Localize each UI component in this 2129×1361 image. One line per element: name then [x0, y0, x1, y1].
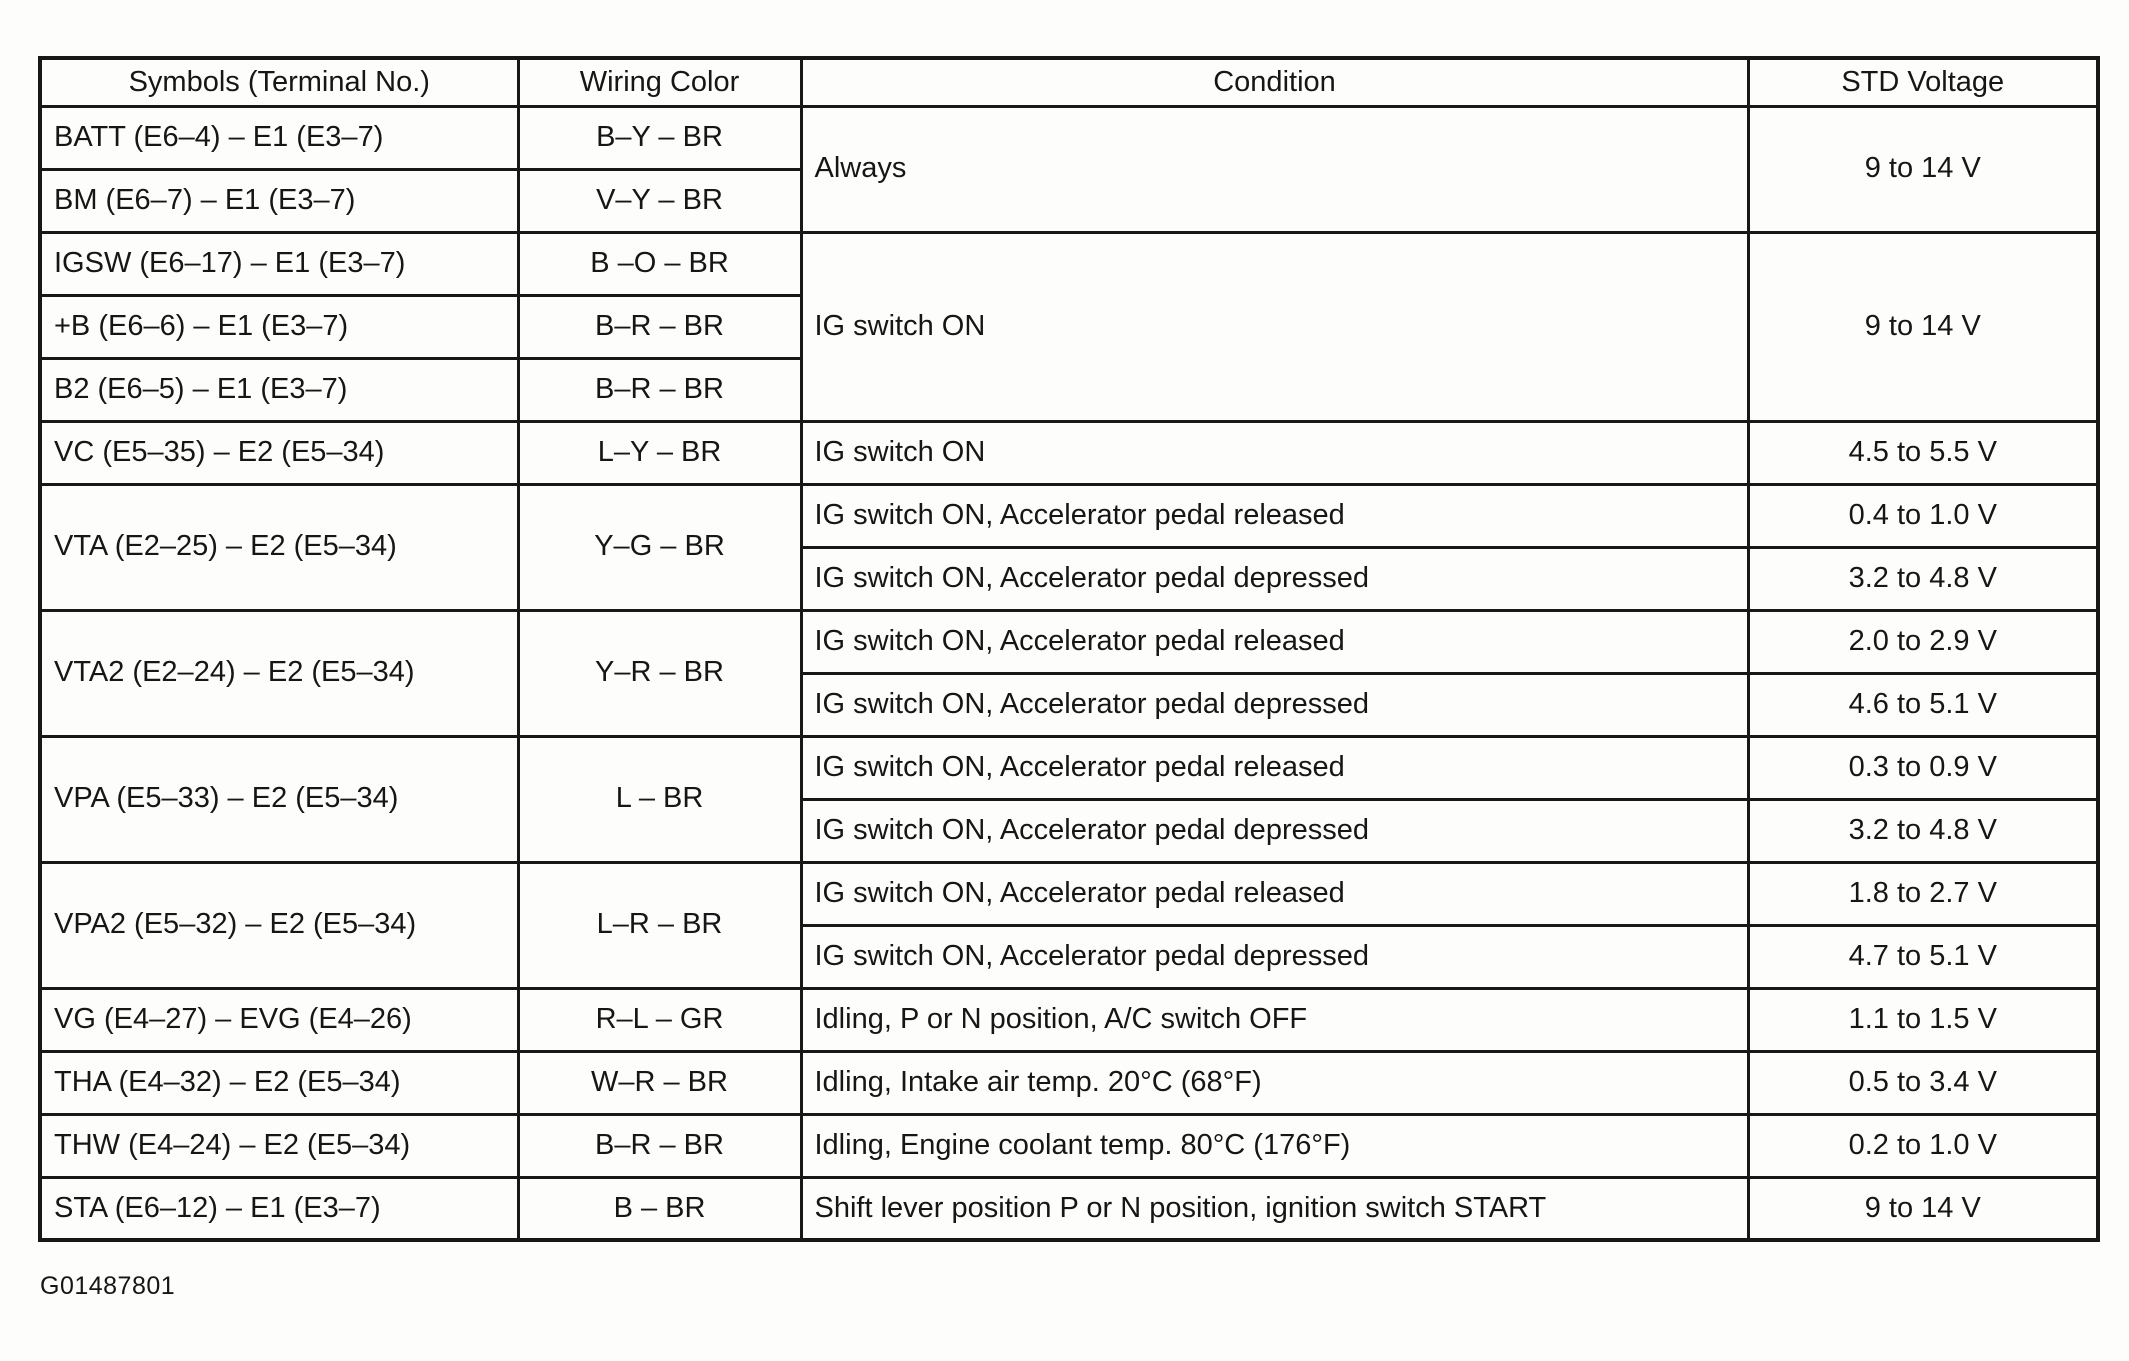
wiring-color-cell: L–Y – BR [518, 421, 801, 484]
condition-cell: Idling, Intake air temp. 20°C (68°F) [801, 1051, 1748, 1114]
voltage-cell: 0.2 to 1.0 V [1748, 1114, 2098, 1177]
voltage-cell: 0.4 to 1.0 V [1748, 484, 2098, 547]
wiring-color-cell: B – BR [518, 1177, 801, 1240]
symbol-cell: VPA2 (E5–32) – E2 (E5–34) [40, 862, 518, 988]
wiring-color-cell: V–Y – BR [518, 169, 801, 232]
wiring-color-cell: B–R – BR [518, 1114, 801, 1177]
wiring-color-cell: B –O – BR [518, 232, 801, 295]
symbol-cell: VC (E5–35) – E2 (E5–34) [40, 421, 518, 484]
header-wiring-color: Wiring Color [518, 58, 801, 106]
wiring-color-cell: Y–G – BR [518, 484, 801, 610]
symbol-cell: BATT (E6–4) – E1 (E3–7) [40, 106, 518, 169]
table-row [40, 421, 2098, 484]
voltage-cell: 4.7 to 5.1 V [1748, 925, 2098, 988]
symbol-cell: THW (E4–24) – E2 (E5–34) [40, 1114, 518, 1177]
voltage-cell: 9 to 14 V [1748, 106, 2098, 232]
table-row [40, 736, 2098, 799]
voltage-cell: 4.5 to 5.5 V [1748, 421, 2098, 484]
table-row [40, 988, 2098, 1051]
table-row [40, 106, 2098, 169]
table-row [40, 862, 2098, 925]
condition-cell: Idling, P or N position, A/C switch OFF [801, 988, 1748, 1051]
wiring-color-cell: B–R – BR [518, 295, 801, 358]
header-symbols: Symbols (Terminal No.) [40, 58, 518, 106]
terminal-voltage-table [38, 56, 2100, 1242]
voltage-cell: 0.3 to 0.9 V [1748, 736, 2098, 799]
header-std-voltage: STD Voltage [1748, 58, 2098, 106]
table-row [40, 232, 2098, 295]
condition-cell: IG switch ON [801, 421, 1748, 484]
condition-cell: IG switch ON, Accelerator pedal released [801, 862, 1748, 925]
condition-cell: Always [801, 106, 1748, 232]
voltage-cell: 3.2 to 4.8 V [1748, 799, 2098, 862]
wiring-color-cell: W–R – BR [518, 1051, 801, 1114]
header-condition: Condition [801, 58, 1748, 106]
wiring-color-cell: R–L – GR [518, 988, 801, 1051]
condition-cell: IG switch ON, Accelerator pedal depressed [801, 799, 1748, 862]
symbol-cell: +B (E6–6) – E1 (E3–7) [40, 295, 518, 358]
symbol-cell: BM (E6–7) – E1 (E3–7) [40, 169, 518, 232]
condition-cell: IG switch ON [801, 232, 1748, 421]
voltage-cell: 4.6 to 5.1 V [1748, 673, 2098, 736]
voltage-cell: 9 to 14 V [1748, 1177, 2098, 1240]
symbol-cell: STA (E6–12) – E1 (E3–7) [40, 1177, 518, 1240]
table-row [40, 484, 2098, 547]
table-row [40, 1051, 2098, 1114]
condition-cell: Shift lever position P or N position, ignition switch START [801, 1177, 1748, 1240]
condition-cell: IG switch ON, Accelerator pedal depressed [801, 673, 1748, 736]
symbol-cell: VTA (E2–25) – E2 (E5–34) [40, 484, 518, 610]
voltage-cell: 3.2 to 4.8 V [1748, 547, 2098, 610]
symbol-cell: VTA2 (E2–24) – E2 (E5–34) [40, 610, 518, 736]
condition-cell: IG switch ON, Accelerator pedal released [801, 484, 1748, 547]
symbol-cell: B2 (E6–5) – E1 (E3–7) [40, 358, 518, 421]
condition-cell: IG switch ON, Accelerator pedal released [801, 736, 1748, 799]
figure-id: G01487801 [40, 1272, 176, 1300]
voltage-cell: 2.0 to 2.9 V [1748, 610, 2098, 673]
wiring-color-cell: L – BR [518, 736, 801, 862]
wiring-color-cell: L–R – BR [518, 862, 801, 988]
voltage-cell: 9 to 14 V [1748, 232, 2098, 421]
table-row [40, 1177, 2098, 1240]
voltage-cell: 1.8 to 2.7 V [1748, 862, 2098, 925]
voltage-cell: 1.1 to 1.5 V [1748, 988, 2098, 1051]
voltage-cell: 0.5 to 3.4 V [1748, 1051, 2098, 1114]
condition-cell: Idling, Engine coolant temp. 80°C (176°F) [801, 1114, 1748, 1177]
condition-cell: IG switch ON, Accelerator pedal released [801, 610, 1748, 673]
symbol-cell: IGSW (E6–17) – E1 (E3–7) [40, 232, 518, 295]
header-row [40, 58, 2098, 106]
condition-cell: IG switch ON, Accelerator pedal depressed [801, 547, 1748, 610]
symbol-cell: THA (E4–32) – E2 (E5–34) [40, 1051, 518, 1114]
table-row [40, 610, 2098, 673]
wiring-color-cell: Y–R – BR [518, 610, 801, 736]
condition-cell: IG switch ON, Accelerator pedal depressed [801, 925, 1748, 988]
wiring-color-cell: B–R – BR [518, 358, 801, 421]
table-row [40, 1114, 2098, 1177]
symbol-cell: VPA (E5–33) – E2 (E5–34) [40, 736, 518, 862]
symbol-cell: VG (E4–27) – EVG (E4–26) [40, 988, 518, 1051]
wiring-color-cell: B–Y – BR [518, 106, 801, 169]
